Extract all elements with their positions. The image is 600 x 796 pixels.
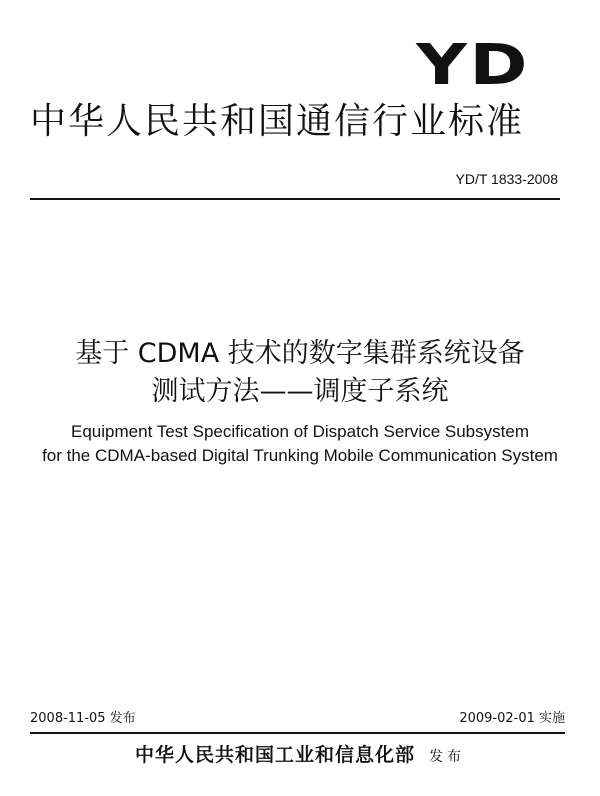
footer-divider [30,732,565,734]
title-en-line2: for the CDMA-based Digital Trunking Mobile Communication System [42,446,558,465]
title-en-line1: Equipment Test Specification of Dispatch Service Subsystem [71,422,529,441]
publisher-line [0,740,600,767]
org-title: 中华人民共和国通信行业标准 [30,101,525,142]
publisher-action: 发布 [429,749,465,765]
footer-dates [30,710,565,728]
title-cn-line1: 基于 CDMA 技术的数字集群系统设备 [75,338,525,369]
header-divider [30,198,560,200]
yd-logo: YD [416,33,530,98]
publisher-name: 中华人民共和国工业和信息化部 [134,744,415,766]
title-cn-line2: 测试方法——调度子系统 [151,376,449,407]
standard-number: YD/T 1833-2008 [455,171,558,187]
implementation-date: 2009-02-01 实施 [459,711,565,726]
issue-date: 2008-11-05 发布 [30,711,136,726]
title-block [0,336,600,468]
